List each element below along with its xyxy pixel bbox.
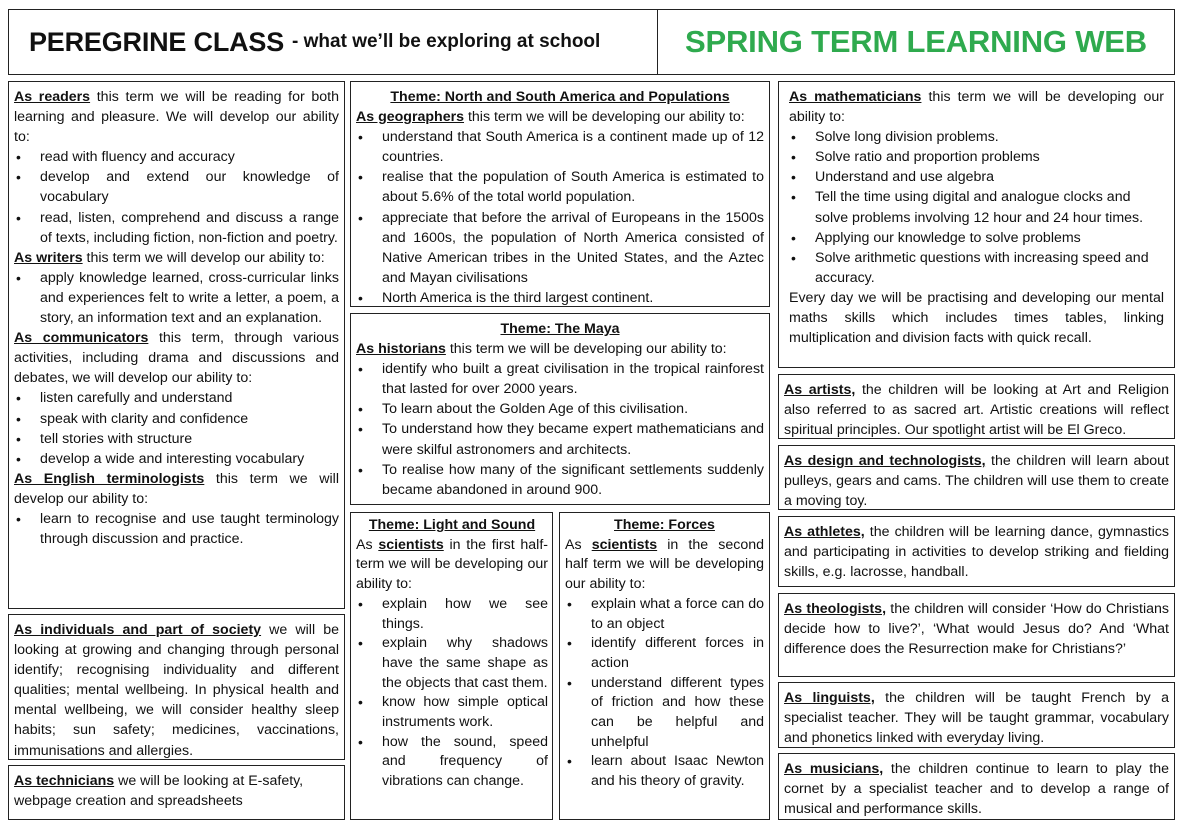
writers-list (14, 268, 339, 328)
list-item: • Applying our knowledge to solve problems (789, 228, 1164, 248)
list-item: • learn about Isaac Newton and his theory of gravity. (565, 752, 764, 791)
list-item: • North America is the third largest continent. (356, 288, 764, 307)
communicators-intro: this term, through various activities, including drama and discussions and debates, we will develop our ability to: (14, 330, 339, 387)
terminologists-intro: this term we will develop our ability to: (14, 470, 339, 507)
terminologists-heading: As English terminologists (14, 470, 205, 487)
list-item: • To understand how they became expert mathematicians and were skilful astronomers and architects. (356, 419, 764, 459)
header-term-box (657, 9, 1175, 75)
americas-theme: Theme: North and South America and Populations (390, 89, 730, 105)
americas-panel (350, 81, 770, 307)
forces-list (565, 595, 764, 792)
maths-heading: As mathematicians (789, 89, 922, 105)
society-heading: As individuals and part of society (14, 622, 262, 638)
maths-list (789, 127, 1164, 288)
light-scientists-heading: scientists (378, 536, 444, 553)
list-item: • speak with clarity and confidence (14, 409, 339, 429)
list-item: • appreciate that before the arrival of Europeans in the 1500s and 1600s, the population of North America consisted of Native American tribes in the United States, and the Aztec and Mayan civilisations (356, 208, 764, 288)
geographers-list (356, 127, 764, 307)
light-prefix: As (356, 536, 379, 553)
theologists-panel (778, 593, 1175, 677)
writers-intro: this term we will develop our ability to: (82, 249, 325, 266)
list-item: • To learn about the Golden Age of this civilisation. (356, 399, 764, 419)
musicians-panel (778, 753, 1175, 820)
list-item: • apply knowledge learned, cross-curricular links and experiences felt to write a letter, a poem, a story, an information text and an explanation. (14, 268, 339, 328)
list-item: • understand that South America is a continent made up of 12 countries. (356, 127, 764, 167)
technicians-panel (8, 765, 345, 820)
athletes-heading: As athletes, (784, 524, 865, 540)
technicians-text: we will be looking at E-safety, webpage creation and spreadsheets (14, 773, 304, 810)
maths-panel (778, 81, 1175, 368)
linguists-panel (778, 682, 1175, 748)
list-item: • Tell the time using digital and analogue clocks and solve problems involving 12 hour and 24 hour times. (789, 187, 1164, 227)
historians-intro: this term we will be developing our ability to: (445, 341, 727, 358)
list-item: • Solve arithmetic questions with increasing speed and accuracy. (789, 248, 1164, 288)
geographers-heading: As geographers (356, 109, 465, 126)
list-item: • learn to recognise and use taught terminology through discussion and practice. (14, 509, 339, 549)
design-text: the children will learn about pulleys, gears and cams. The children will use them to create a moving toy. (784, 453, 1169, 510)
forces-theme: Theme: Forces (614, 517, 715, 533)
list-item: • Solve long division problems. (789, 127, 1164, 147)
light-intro: in the first half-term we will be developing our ability to: (356, 536, 548, 593)
writers-heading: As writers (14, 249, 83, 266)
linguists-text: the children will be taught French by a specialist teacher. They will be taught grammar, vocabulary and phonetics linked with everyday living. (784, 690, 1169, 747)
readers-heading: As readers (14, 89, 91, 105)
list-item: • To realise how many of the significant settlements suddenly became abandoned in around 900. (356, 460, 764, 500)
forces-intro: in the second half term we will be developing our ability to: (565, 536, 765, 593)
header-title-box (8, 9, 658, 75)
technicians-heading: As technicians (14, 773, 115, 789)
list-item: • how the sound, speed and frequency of vibrations can change. (356, 733, 548, 792)
historians-heading: As historians (356, 341, 446, 358)
list-item: • identify different forces in action (565, 634, 764, 673)
list-item: • read with fluency and accuracy (14, 147, 339, 167)
list-item: • understand different types of friction and how these can be helpful and unhelpful (565, 674, 764, 753)
design-heading: As design and technologists, (784, 453, 986, 469)
writers-section (14, 248, 339, 328)
terminologists-section (14, 469, 339, 549)
list-item: • explain what a force can do to an object (565, 595, 764, 634)
society-text: we will be looking at growing and changing through personal identify; recognising individuality and different qualities; mental wellbeing. In physical health and mental wellbeing, we will consider healthy sleep habits; sun safety; medicines, vaccinations, immunisations and allergies. (14, 622, 339, 759)
artists-panel (778, 374, 1175, 439)
readers-list (14, 147, 339, 247)
maya-panel (350, 313, 770, 505)
list-item: • know how simple optical instruments work. (356, 693, 548, 732)
design-panel (778, 445, 1175, 510)
list-item: • tell stories with structure (14, 429, 339, 449)
list-item: • develop a wide and interesting vocabulary (14, 449, 339, 469)
musicians-text: the children continue to learn to play the cornet by a specialist teacher and to develop a range of musical and performance skills. (784, 761, 1169, 818)
maths-intro: this term we will be developing our ability to: (789, 89, 1164, 126)
maths-outro: Every day we will be practising and developing our mental maths skills which includes times tables, linking multiplication and division facts with quick recall. (789, 289, 1164, 347)
society-panel (8, 614, 345, 760)
forces-prefix: As (565, 536, 592, 553)
maya-theme: Theme: The Maya (500, 321, 620, 337)
list-item: • Understand and use algebra (789, 167, 1164, 187)
linguists-heading: As linguists, (784, 690, 875, 706)
readers-section (14, 87, 339, 248)
light-sound-panel (350, 512, 553, 820)
forces-panel (559, 512, 770, 820)
forces-scientists-heading: scientists (591, 536, 658, 553)
list-item: • listen carefully and understand (14, 388, 339, 408)
page-title: PEREGRINE CLASS (29, 26, 285, 57)
list-item: • read, listen, comprehend and discuss a range of texts, including fiction, non-fiction and poetry. (14, 208, 339, 248)
theologists-heading: As theologists, (784, 601, 887, 617)
light-list (356, 595, 548, 792)
geographers-intro: this term we will be developing our ability to: (464, 109, 745, 126)
athletes-text: the children will be learning dance, gymnastics and participating in activities to develop striking and fielding skills, e.g. lacrosse, handball. (784, 524, 1169, 581)
athletes-panel (778, 516, 1175, 587)
terminologists-list (14, 509, 339, 549)
list-item: • explain why shadows have the same shape as the objects that cast them. (356, 634, 548, 693)
list-item: • explain how we see things. (356, 595, 548, 634)
list-item: • realise that the population of South America is estimated to about 5.6% of the total world population. (356, 167, 764, 207)
readers-intro: this term we will be reading for both learning and pleasure. We will develop our ability to: (14, 89, 339, 146)
musicians-heading: As musicians, (784, 761, 884, 777)
list-item: • identify who built a great civilisation in the tropical rainforest that lasted for over 2000 years. (356, 359, 764, 399)
page-subtitle: - what we’ll be exploring at school (292, 31, 601, 52)
artists-heading: As artists, (784, 382, 856, 398)
communicators-list (14, 388, 339, 468)
artists-text: the children will be looking at Art and Religion also referred to as sacred art. Artistic creations will reflect spiritual principles. Our spotlight artist will be El Greco. (784, 382, 1170, 439)
light-sound-theme: Theme: Light and Sound (368, 517, 536, 533)
list-item: • Solve ratio and proportion problems (789, 147, 1164, 167)
literacy-panel (8, 81, 345, 609)
term-title: SPRING TERM LEARNING WEB (685, 24, 1147, 59)
communicators-section (14, 328, 339, 469)
theologists-text: the children will consider ‘How do Christians decide how to live?’, ‘What would Jesus do? And ‘What difference does the Resurrection make for Christians?’ (784, 601, 1169, 658)
communicators-heading: As communicators (14, 330, 149, 347)
historians-list (356, 359, 764, 500)
list-item: • develop and extend our knowledge of vocabulary (14, 167, 339, 207)
